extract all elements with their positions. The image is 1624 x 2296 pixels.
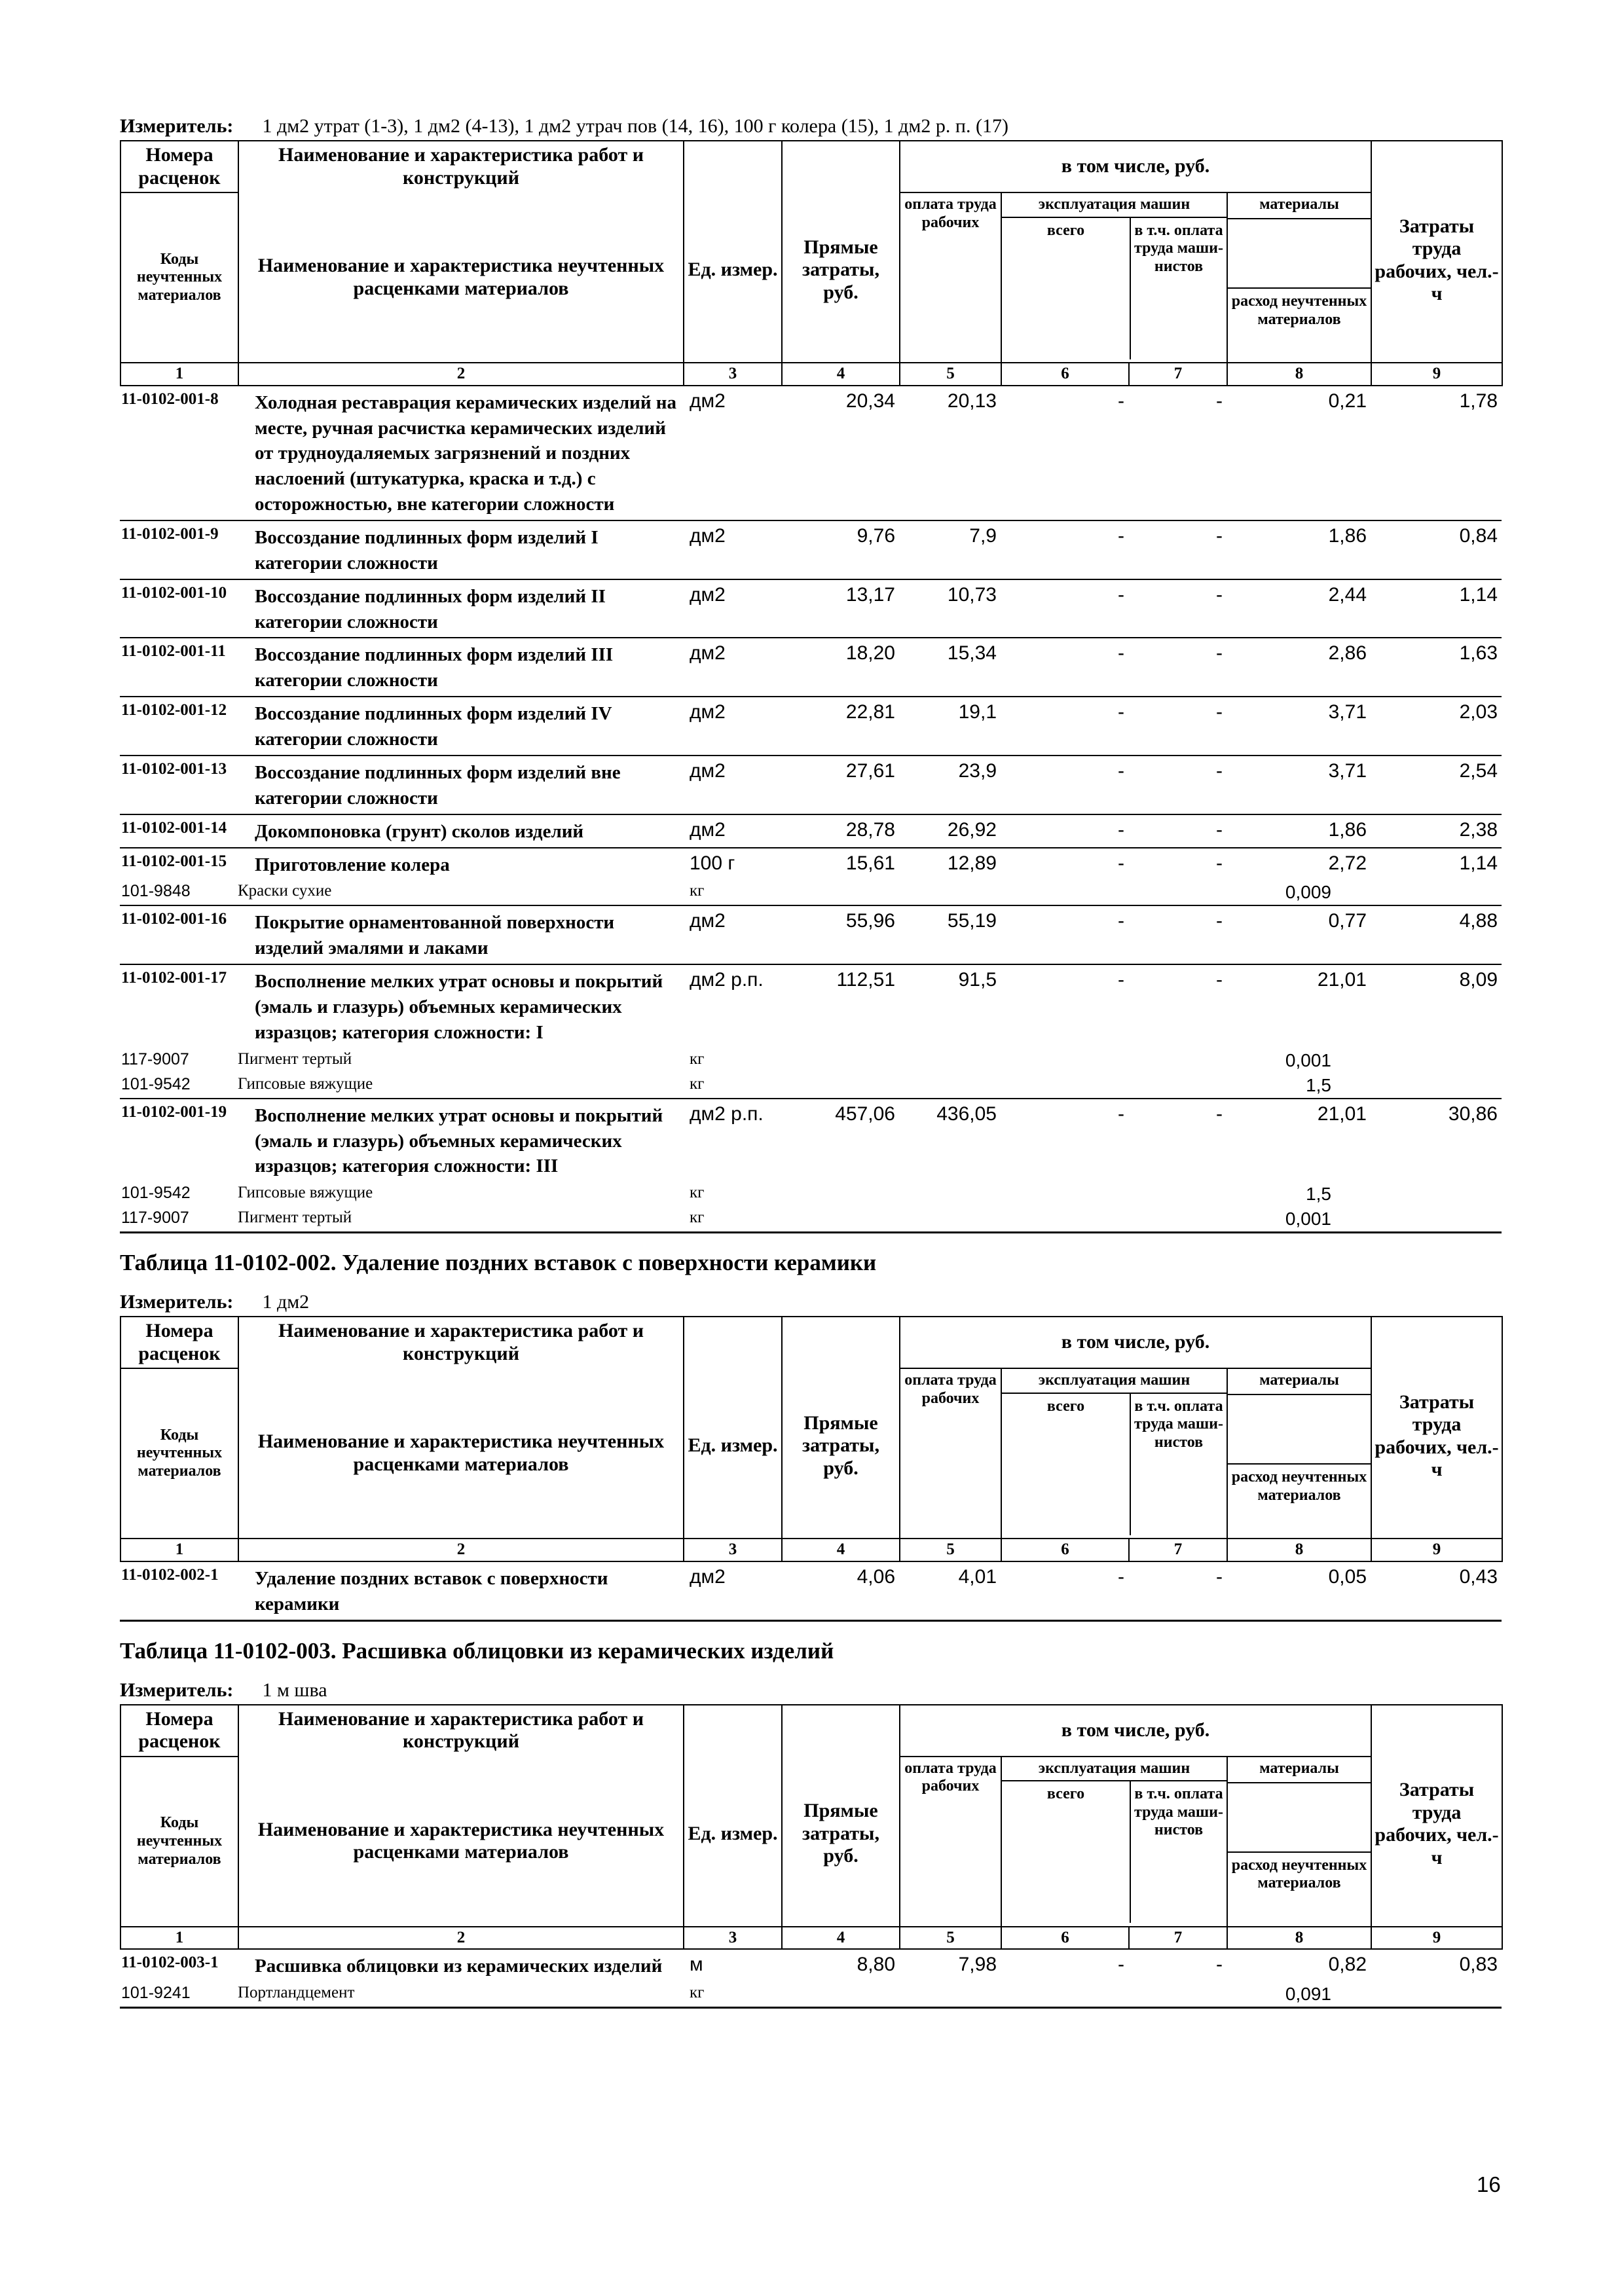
machinist-labor: -	[1128, 697, 1227, 756]
material-row	[120, 1073, 1502, 1099]
rate-code: 11-0102-001-10	[120, 579, 238, 638]
labor-cost: 7,98	[958, 1954, 997, 1976]
header-ed: Ед. измер.	[684, 1317, 782, 1539]
column-numbers	[120, 1927, 1502, 1950]
materials-cost: 2,86	[1227, 638, 1371, 697]
work-name: Докомпоновка (грунт) сколов изделий	[238, 814, 683, 848]
header-pryamye: Прямые затраты, руб.	[782, 1317, 900, 1539]
machinist-labor: -	[1128, 1099, 1227, 1182]
labor-cost: 15,34	[899, 638, 1001, 697]
empty-cell	[781, 1207, 899, 1231]
machinist-labor: -	[1216, 1565, 1223, 1588]
rate-row	[120, 1950, 1502, 1982]
machine-cost: -	[1001, 756, 1128, 814]
table-3-body	[120, 1950, 1502, 2007]
column-number: 7	[1129, 1927, 1227, 1950]
header-ekspl: эксплуатация машин	[1002, 193, 1227, 218]
direct-cost: 9,76	[781, 520, 899, 579]
measure-value: 1 м шва	[262, 1679, 327, 1701]
header-rashod: расход неучтенных материалов	[1228, 287, 1371, 362]
machine-cost: -	[1118, 1565, 1124, 1588]
labor-hours: 1,14	[1371, 848, 1502, 881]
header-oplata: оплата труда рабочих	[900, 1368, 1001, 1539]
work-name: Воссоздание подлинных форм изделий IV категории сложности	[238, 697, 683, 756]
header-ed: Ед. измер.	[684, 141, 782, 363]
header-naim-rabot: Наименование и характеристика работ и конструкций	[238, 1705, 684, 1757]
measure-label: Измеритель:	[120, 1679, 234, 1701]
direct-cost: 13,17	[781, 579, 899, 638]
work-name: Восполнение мелких утрат основы и покрытий (эмаль и глазурь) объемных керамических изразцов; категория сложности: III	[238, 1099, 683, 1182]
header-naim-rabot: Наименование и характеристика работ и конструкций	[238, 1317, 684, 1368]
material-unit: кг	[690, 882, 705, 900]
labor-cost: 436,05	[899, 1099, 1001, 1182]
machine-cost: -	[1118, 390, 1124, 412]
rate-row	[120, 638, 1502, 697]
material-unit: кг	[690, 1049, 705, 1068]
empty-cell	[1001, 1182, 1128, 1207]
work-name: Воссоздание подлинных форм изделий III категории сложности	[238, 638, 683, 697]
material-row	[120, 1207, 1502, 1231]
material-name: Пигмент тертый	[238, 1049, 352, 1068]
table-end-rule	[120, 1231, 1502, 1233]
material-row	[120, 1182, 1502, 1207]
labor-hours: 1,78	[1459, 390, 1498, 412]
empty-cell	[899, 1982, 1001, 2007]
column-header	[120, 1704, 1503, 1950]
materials-cost: 2,72	[1227, 848, 1371, 881]
column-number: 9	[1371, 363, 1502, 386]
rate-code: 11-0102-001-11	[120, 638, 238, 697]
column-header	[120, 140, 1503, 386]
labor-cost: 91,5	[899, 964, 1001, 1048]
direct-cost: 18,20	[781, 638, 899, 697]
direct-cost: 20,34	[845, 390, 895, 412]
labor-hours: 1,63	[1371, 638, 1502, 697]
measure-line-3	[120, 1669, 1502, 1704]
machinist-labor: -	[1128, 520, 1227, 579]
empty-cell	[899, 1182, 1001, 1207]
labor-hours: 0,83	[1459, 1954, 1498, 1976]
header-materialy-cell	[1227, 1757, 1371, 1927]
rate-code: 11-0102-001-15	[120, 848, 238, 881]
column-number: 1	[120, 1927, 238, 1950]
header-vsego: всего	[1002, 1394, 1131, 1535]
unit: дм2	[683, 697, 781, 756]
labor-hours: 0,84	[1371, 520, 1502, 579]
labor-hours: 1,14	[1371, 579, 1502, 638]
rate-code: 11-0102-001-19	[120, 1099, 238, 1182]
header-naim-mat: Наименование и характеристика неучтенных расценками материалов	[238, 1757, 684, 1927]
labor-hours: 0,43	[1459, 1565, 1498, 1588]
header-kody: Коды неучтенных материалов	[120, 1757, 238, 1927]
labor-cost: 55,19	[899, 905, 1001, 964]
header-kody: Коды неучтенных материалов	[120, 192, 238, 363]
unit: дм2	[683, 520, 781, 579]
rate-code: 11-0102-001-8	[121, 390, 219, 408]
materials-cost: 0,21	[1328, 390, 1367, 412]
column-number: 2	[238, 1927, 684, 1950]
empty-cell	[1001, 1207, 1128, 1231]
empty-cell	[899, 1073, 1001, 1099]
empty-cell	[1371, 1182, 1502, 1207]
machinist-labor: -	[1128, 756, 1227, 814]
rate-row	[120, 386, 1502, 520]
header-vtch: в т.ч. оплата труда маши-нистов	[1134, 221, 1223, 275]
materials-cost: 2,44	[1227, 579, 1371, 638]
header-materialy: материалы	[1228, 1757, 1371, 1783]
labor-hours: 2,38	[1371, 814, 1502, 848]
labor-hours: 2,54	[1371, 756, 1502, 814]
empty-cell	[781, 1073, 899, 1099]
table-1-body	[120, 386, 1502, 1231]
column-number: 6	[1001, 1927, 1129, 1950]
table-header-1	[120, 140, 1502, 386]
rate-row	[120, 579, 1502, 638]
rate-code: 11-0102-001-16	[120, 905, 238, 964]
rate-code: 11-0102-001-17	[120, 964, 238, 1048]
table-end-rule	[120, 1620, 1502, 1622]
machine-cost: -	[1001, 848, 1128, 881]
material-unit: кг	[690, 1074, 705, 1093]
material-quantity: 0,091	[1285, 1984, 1331, 2005]
labor-hours: 2,03	[1371, 697, 1502, 756]
unit: дм2	[683, 814, 781, 848]
column-number: 2	[238, 1539, 684, 1561]
material-row	[120, 1982, 1502, 2007]
header-ekspl: эксплуатация машин	[1002, 1757, 1227, 1782]
direct-cost: 112,51	[781, 964, 899, 1048]
work-name: Приготовление колера	[238, 848, 683, 881]
material-code: 101-9241	[121, 1984, 191, 2003]
measure-label: Измеритель:	[120, 1291, 234, 1313]
empty-cell	[1128, 1982, 1227, 2007]
header-nomera: Номера расценок	[120, 1317, 238, 1368]
machine-cost: -	[1001, 520, 1128, 579]
table-header-2	[120, 1316, 1502, 1562]
work-name: Воссоздание подлинных форм изделий вне категории сложности	[238, 756, 683, 814]
column-number: 5	[900, 1539, 1001, 1561]
header-materialy: материалы	[1228, 193, 1371, 219]
rate-row	[120, 1562, 1502, 1620]
labor-cost: 20,13	[947, 390, 997, 412]
header-pryamye: Прямые затраты, руб.	[782, 1705, 900, 1927]
measure-line-1	[120, 105, 1502, 140]
table-title-3: Таблица 11-0102-003. Расшивка облицовки из керамических изделий	[120, 1637, 834, 1664]
material-name: Гипсовые вяжущие	[238, 1184, 373, 1202]
material-row	[120, 1048, 1502, 1073]
header-ekspl: эксплуатация машин	[1002, 1369, 1227, 1394]
document-page	[120, 105, 1502, 2009]
labor-hours: 30,86	[1371, 1099, 1502, 1182]
header-nomera: Номера расценок	[120, 1705, 238, 1757]
work-name: Воссоздание подлинных форм изделий I категории сложности	[238, 520, 683, 579]
header-zatraty: Затраты труда рабочих, чел.-ч	[1371, 1317, 1502, 1539]
header-zatraty: Затраты труда рабочих, чел.-ч	[1371, 1705, 1502, 1927]
empty-cell	[1001, 1982, 1128, 2007]
empty-cell	[781, 1182, 899, 1207]
direct-cost: 22,81	[781, 697, 899, 756]
measure-value: 1 дм2 утрат (1-3), 1 дм2 (4-13), 1 дм2 утрач пов (14, 16), 100 г колера (15), 1 дм2 р. п. (17)	[262, 115, 1008, 137]
empty-cell	[781, 880, 899, 905]
empty-cell	[1371, 1073, 1502, 1099]
column-number: 8	[1227, 363, 1371, 386]
machine-cost: -	[1001, 905, 1128, 964]
machinist-labor: -	[1128, 905, 1227, 964]
materials-cost: 21,01	[1227, 964, 1371, 1048]
labor-cost: 10,73	[899, 579, 1001, 638]
machinist-labor: -	[1216, 1954, 1223, 1976]
machinist-labor: -	[1128, 848, 1227, 881]
rate-code: 11-0102-001-13	[120, 756, 238, 814]
header-ed: Ед. измер.	[684, 1705, 782, 1927]
empty-cell	[1001, 1073, 1128, 1099]
material-quantity: 0,001	[1285, 1049, 1331, 1070]
header-ekspl-cell	[1001, 1368, 1227, 1539]
unit: 100 г	[683, 848, 781, 881]
machine-cost: -	[1001, 1099, 1128, 1182]
machinist-labor: -	[1216, 390, 1223, 412]
column-number: 2	[238, 363, 684, 386]
labor-hours: 4,88	[1371, 905, 1502, 964]
materials-cost: 0,77	[1227, 905, 1371, 964]
material-code: 101-9848	[121, 882, 191, 901]
column-number: 4	[782, 1927, 900, 1950]
empty-cell	[1371, 880, 1502, 905]
measure-line-2	[120, 1281, 1502, 1316]
work-name: Восполнение мелких утрат основы и покрытий (эмаль и глазурь) объемных керамических изразцов; категория сложности: I	[238, 964, 683, 1048]
material-quantity: 1,5	[1306, 1074, 1331, 1095]
material-unit: кг	[690, 1209, 705, 1227]
material-unit: кг	[690, 1184, 705, 1202]
materials-cost: 1,86	[1227, 814, 1371, 848]
header-materialy-cell	[1227, 1368, 1371, 1539]
work-name: Воссоздание подлинных форм изделий II категории сложности	[238, 579, 683, 638]
column-numbers	[120, 1539, 1502, 1561]
column-number: 1	[120, 363, 238, 386]
empty-cell	[1371, 1982, 1502, 2007]
table-end-rule	[120, 2007, 1502, 2009]
materials-cost: 21,01	[1227, 1099, 1371, 1182]
rate-code: 11-0102-002-1	[121, 1565, 219, 1584]
materials-cost: 3,71	[1227, 697, 1371, 756]
material-quantity: 0,009	[1285, 882, 1331, 903]
empty-cell	[1128, 1207, 1227, 1231]
header-rashod: расход неучтенных материалов	[1228, 1851, 1371, 1926]
direct-cost: 27,61	[781, 756, 899, 814]
material-code: 117-9007	[121, 1209, 189, 1228]
direct-cost: 4,06	[857, 1565, 895, 1588]
empty-cell	[1128, 1048, 1227, 1073]
unit: дм2	[683, 579, 781, 638]
column-number: 4	[782, 1539, 900, 1561]
column-header	[120, 1316, 1503, 1562]
column-number: 6	[1001, 363, 1129, 386]
machinist-labor: -	[1128, 579, 1227, 638]
materials-cost: 3,71	[1227, 756, 1371, 814]
header-oplata: оплата труда рабочих	[900, 192, 1001, 363]
header-vtch: в т.ч. оплата труда маши-нистов	[1134, 1785, 1223, 1839]
header-ekspl-cell	[1001, 192, 1227, 363]
rate-row	[120, 905, 1502, 964]
header-v-tom-chisle: в том числе, руб.	[900, 1705, 1371, 1757]
column-number: 5	[900, 1927, 1001, 1950]
column-number: 9	[1371, 1927, 1502, 1950]
measure-label: Измеритель:	[120, 115, 234, 137]
empty-cell	[781, 1048, 899, 1073]
header-materialy-cell	[1227, 192, 1371, 363]
header-pryamye: Прямые затраты, руб.	[782, 141, 900, 363]
rate-row	[120, 814, 1502, 848]
work-name: Покрытие орнаментованной поверхности изделий эмалями и лаками	[238, 905, 683, 964]
header-vsego: всего	[1002, 218, 1131, 359]
rate-code: 11-0102-001-12	[120, 697, 238, 756]
table-header-3	[120, 1704, 1502, 1950]
header-naim-mat: Наименование и характеристика неучтенных расценками материалов	[238, 1368, 684, 1539]
table-title-2: Таблица 11-0102-002. Удаление поздних вставок с поверхности керамики	[120, 1250, 877, 1276]
unit: дм2	[683, 756, 781, 814]
direct-cost: 8,80	[857, 1954, 895, 1976]
column-number: 3	[684, 1927, 782, 1950]
labor-cost: 4,01	[958, 1565, 997, 1588]
unit: дм2	[690, 390, 726, 412]
material-name: Гипсовые вяжущие	[238, 1074, 373, 1093]
unit: дм2 р.п.	[683, 1099, 781, 1182]
unit: дм2	[683, 638, 781, 697]
column-number: 6	[1001, 1539, 1129, 1561]
material-code: 101-9542	[121, 1184, 191, 1203]
header-nomera: Номера расценок	[120, 141, 238, 192]
column-number: 3	[684, 363, 782, 386]
rate-row	[120, 964, 1502, 1048]
header-materialy: материалы	[1228, 1369, 1371, 1395]
direct-cost: 55,96	[781, 905, 899, 964]
material-name: Краски сухие	[238, 882, 332, 900]
column-number: 9	[1371, 1539, 1502, 1561]
labor-cost: 23,9	[899, 756, 1001, 814]
direct-cost: 15,61	[781, 848, 899, 881]
column-number: 1	[120, 1539, 238, 1561]
header-ekspl-cell	[1001, 1757, 1227, 1927]
labor-cost: 12,89	[899, 848, 1001, 881]
empty-cell	[1128, 1182, 1227, 1207]
machinist-labor: -	[1128, 964, 1227, 1048]
header-rashod: расход неучтенных материалов	[1228, 1463, 1371, 1538]
rate-row	[120, 520, 1502, 579]
work-name: Удаление поздних вставок с поверхности керамики	[255, 1567, 608, 1614]
labor-cost: 7,9	[899, 520, 1001, 579]
header-vsego: всего	[1002, 1781, 1131, 1923]
work-name: Холодная реставрация керамических изделий на месте, ручная расчистка керамических изделий от трудноудаляемых загрязнений и поздних наслоений (штукатурка, краска и т.д.) с осторожностью, вне категории сложности	[255, 392, 676, 515]
machine-cost: -	[1001, 638, 1128, 697]
header-zatraty: Затраты труда рабочих, чел.-ч	[1371, 141, 1502, 363]
empty-cell	[899, 1207, 1001, 1231]
machinist-labor: -	[1128, 814, 1227, 848]
material-name: Портландцемент	[238, 1984, 355, 2002]
column-number: 5	[900, 363, 1001, 386]
material-code: 101-9542	[121, 1074, 191, 1093]
header-v-tom-chisle: в том числе, руб.	[900, 141, 1371, 192]
table-2-body	[120, 1562, 1502, 1620]
direct-cost: 457,06	[781, 1099, 899, 1182]
work-name: Расшивка облицовки из керамических изделий	[255, 1956, 663, 1977]
material-code: 117-9007	[121, 1049, 189, 1068]
column-numbers	[120, 363, 1502, 386]
unit: дм2	[690, 1565, 726, 1588]
machine-cost: -	[1001, 579, 1128, 638]
labor-cost: 26,92	[899, 814, 1001, 848]
column-number: 3	[684, 1539, 782, 1561]
labor-hours: 8,09	[1371, 964, 1502, 1048]
labor-cost: 19,1	[899, 697, 1001, 756]
direct-cost: 28,78	[781, 814, 899, 848]
empty-cell	[1128, 880, 1227, 905]
unit: дм2	[683, 905, 781, 964]
empty-cell	[1371, 1207, 1502, 1231]
rate-row	[120, 697, 1502, 756]
empty-cell	[1128, 1073, 1227, 1099]
header-vtch: в т.ч. оплата труда маши-нистов	[1134, 1397, 1223, 1451]
machine-cost: -	[1001, 697, 1128, 756]
machine-cost: -	[1001, 814, 1128, 848]
column-number: 7	[1129, 363, 1227, 386]
column-number: 8	[1227, 1539, 1371, 1561]
header-v-tom-chisle: в том числе, руб.	[900, 1317, 1371, 1368]
rate-code: 11-0102-003-1	[121, 1954, 219, 1972]
empty-cell	[899, 880, 1001, 905]
materials-cost: 0,82	[1328, 1954, 1367, 1976]
empty-cell	[1371, 1048, 1502, 1073]
unit: м	[690, 1954, 703, 1976]
materials-cost: 0,05	[1328, 1565, 1367, 1588]
rate-row	[120, 1099, 1502, 1182]
empty-cell	[1001, 880, 1128, 905]
material-quantity: 0,001	[1285, 1209, 1331, 1230]
header-kody: Коды неучтенных материалов	[120, 1368, 238, 1539]
material-quantity: 1,5	[1306, 1184, 1331, 1205]
material-row	[120, 880, 1502, 905]
empty-cell	[899, 1048, 1001, 1073]
material-unit: кг	[690, 1984, 705, 2002]
page-number: 16	[1477, 2172, 1501, 2196]
rate-code: 11-0102-001-14	[120, 814, 238, 848]
rate-code: 11-0102-001-9	[120, 520, 238, 579]
machinist-labor: -	[1128, 638, 1227, 697]
header-naim-mat: Наименование и характеристика неучтенных расценками материалов	[238, 192, 684, 363]
empty-cell	[781, 1982, 899, 2007]
machine-cost: -	[1118, 1954, 1124, 1976]
header-naim-rabot: Наименование и характеристика работ и конструкций	[238, 141, 684, 192]
material-name: Пигмент тертый	[238, 1209, 352, 1227]
machine-cost: -	[1001, 964, 1128, 1048]
rate-row	[120, 848, 1502, 881]
column-number: 7	[1129, 1539, 1227, 1561]
column-number: 8	[1227, 1927, 1371, 1950]
measure-value: 1 дм2	[262, 1291, 310, 1313]
header-oplata: оплата труда рабочих	[900, 1757, 1001, 1927]
unit: дм2 р.п.	[683, 964, 781, 1048]
empty-cell	[1001, 1048, 1128, 1073]
column-number: 4	[782, 363, 900, 386]
rate-row	[120, 756, 1502, 814]
materials-cost: 1,86	[1227, 520, 1371, 579]
